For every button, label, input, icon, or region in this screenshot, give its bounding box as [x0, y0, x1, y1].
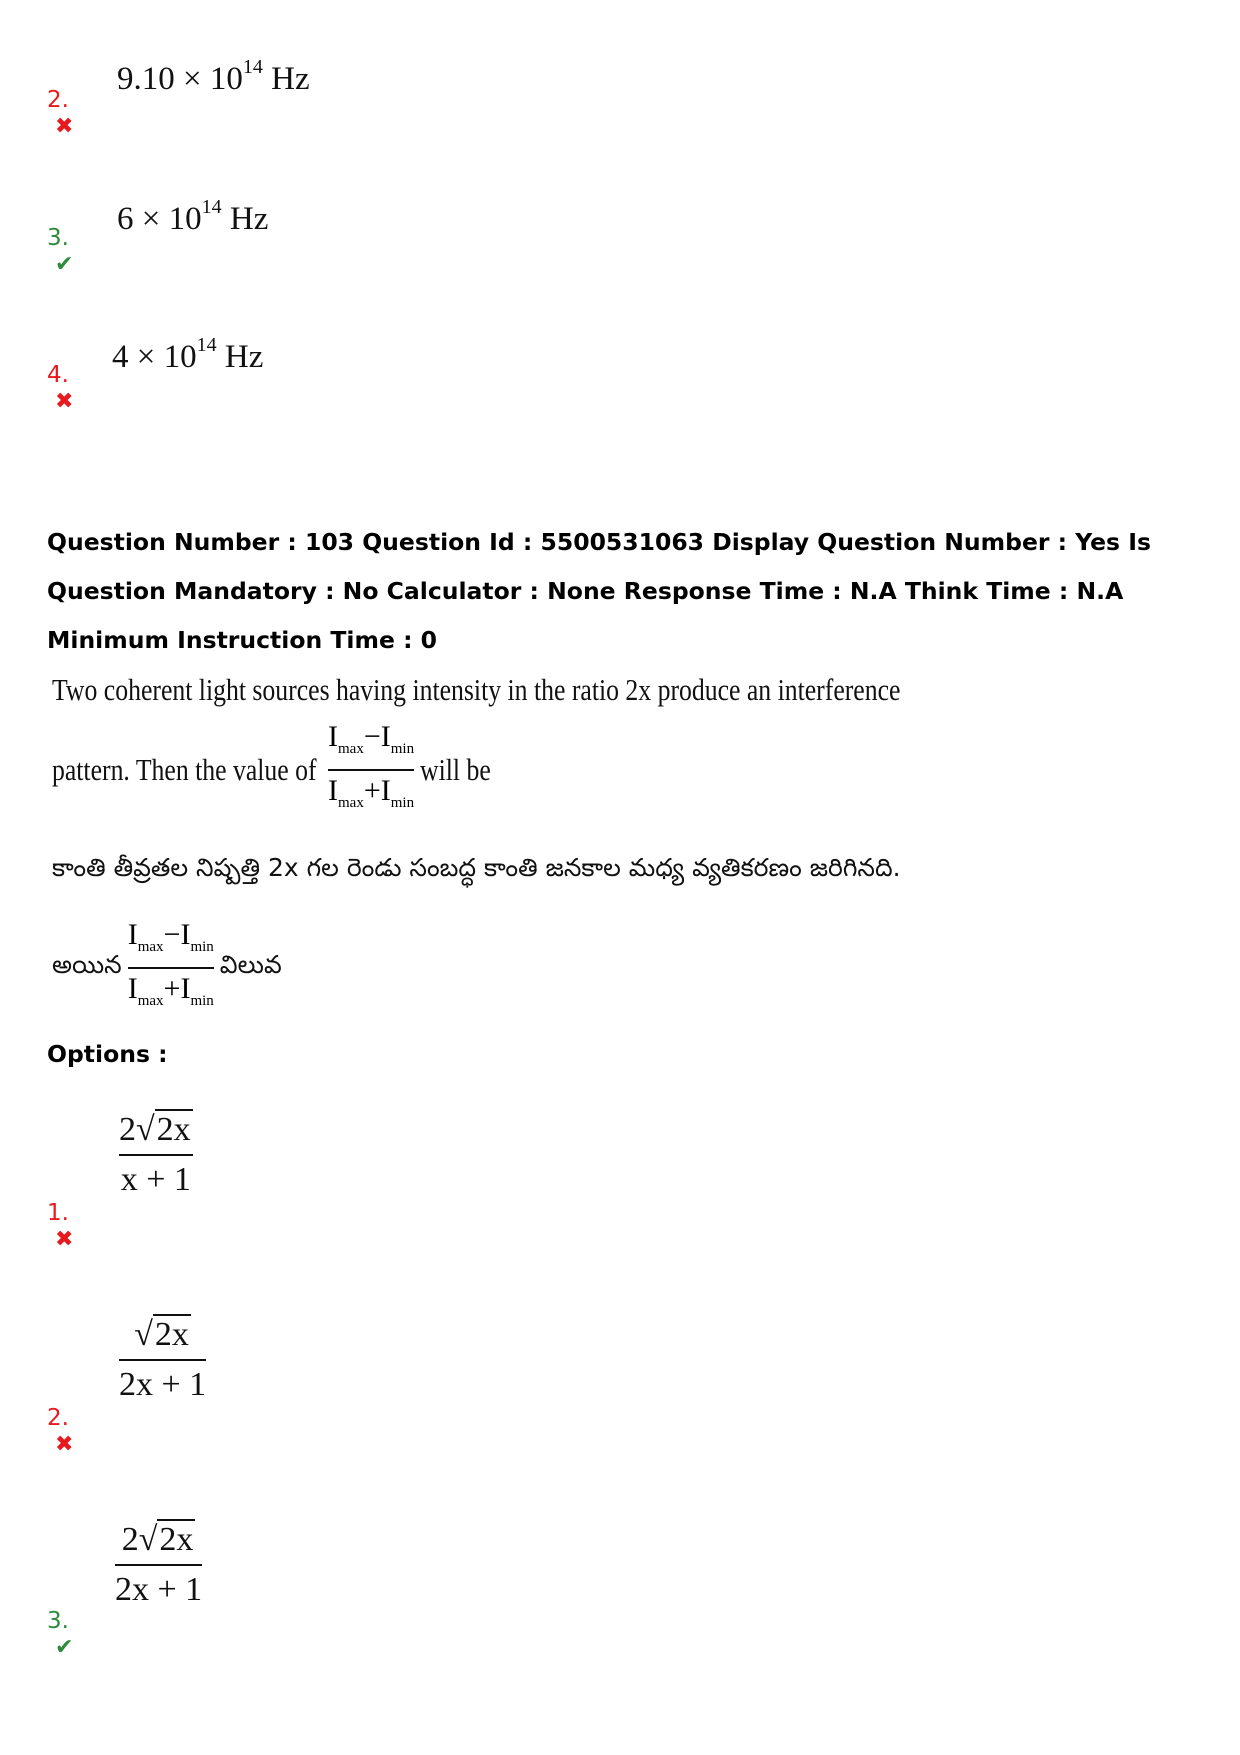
option-fraction: 2√2x 2x + 1 — [115, 1521, 203, 1608]
option-fraction: 2√2x x + 1 — [119, 1111, 191, 1198]
option-value: $4 \times 10^{14}$ Hz — [112, 334, 264, 375]
question-en-prefix: pattern. Then the value of — [52, 752, 317, 787]
intensity-fraction: $\frac{I_{max}-I_{min}}{I_{max}+I_{min}}$ — [328, 720, 415, 811]
question-te-suffix: విలువ — [219, 950, 282, 979]
option-value: $6 \times 10^{14}$ Hz — [117, 196, 269, 237]
check-mark-icon: ✔ — [55, 252, 74, 277]
wrong-mark-icon: ✖ — [55, 1227, 74, 1252]
intensity-fraction-te: $\frac{I_{max}-I_{min}}{I_{max}+I_{min}}$ — [127, 918, 214, 1009]
option-number: 1.✖ — [47, 1200, 74, 1252]
option-number: 2.✖ — [47, 1405, 74, 1457]
question-en-suffix: will be — [420, 752, 491, 787]
question-text-te-line2 — [52, 918, 282, 1018]
question-text-en-line1: Two coherent light sources having intensity in the ratio 2x produce an interference — [52, 672, 901, 707]
question-te-prefix: అయిన — [52, 950, 122, 979]
question-text-en-line2 — [52, 720, 505, 820]
option-number: 2.✖ — [47, 87, 74, 139]
wrong-mark-icon: ✖ — [55, 389, 74, 414]
option-fraction: √2x 2x + 1 — [119, 1316, 207, 1403]
option-value: $9.10 \times 10^{14}$ Hz — [117, 56, 310, 97]
wrong-mark-icon: ✖ — [55, 114, 74, 139]
wrong-mark-icon: ✖ — [55, 1432, 74, 1457]
options-heading: Options : — [47, 1040, 168, 1068]
question-meta: Question Number : 103 Question Id : 5500531063 Display Question Number : Yes Is Question Mandatory : No Calculator : None Response Time : N.A Think Time : N.A Minimum Instruction Time : 0 — [47, 528, 1151, 654]
option-number: 4.✖ — [47, 362, 74, 414]
question-text-te-line1: కాంతి తీవ్రతల నిష్పత్తి 2x గల రెండు సంబద్ధ కాంతి జనకాల మధ్య వ్యతికరణం జరిగినది. — [52, 853, 901, 882]
option-number: 3.✔ — [47, 1608, 74, 1660]
check-mark-icon: ✔ — [55, 1635, 74, 1660]
option-number: 3.✔ — [47, 225, 74, 277]
